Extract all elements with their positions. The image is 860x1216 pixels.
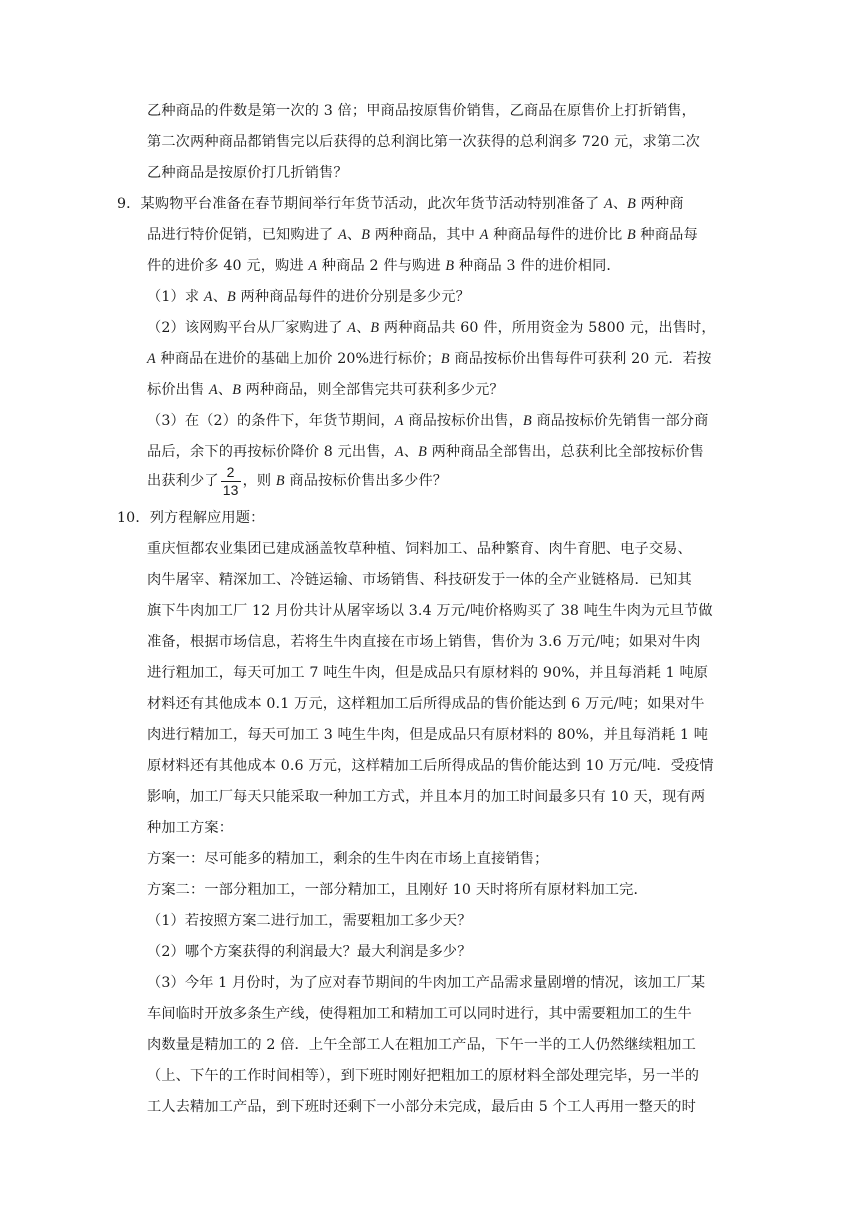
text-line: 进行粗加工，每天可加工 7 吨生牛肉，但是成品只有原材料的 90%，并且每消耗 1 吨原 xyxy=(147,665,709,681)
question-10-part-3-line: （上、下午的工作时间相等），到下班时刚好把粗加工的原材料全部处理完毕，另一半的 xyxy=(147,1068,700,1084)
question-10-part-3-line: 车间临时开放多条生产线，使得粗加工和精加工可以同时进行，其中需要粗加工的生牛 xyxy=(147,1006,692,1022)
text-line: 肉牛屠宰、精深加工、冷链运输、市场销售、科技研发于一体的全产业链格局．已知其 xyxy=(147,572,692,588)
text-line: 准备，根据市场信息，若将生牛肉直接在市场上销售，售价为 3.6 万元/吨；如果对牛肉 xyxy=(147,634,701,650)
question-number: 9． xyxy=(117,196,141,212)
plan-2: 方案二：一部分粗加工，一部分精加工，且刚好 10 天时将所有原材料加工完． xyxy=(147,882,648,898)
question-9-part-2-line-3: 标价出售 A、B 两种商品，则全部售完共可获利多少元？ xyxy=(147,382,504,398)
fraction-numerator: 2 xyxy=(221,464,241,482)
text-line: 重庆恒都农业集团已建成涵盖牧草种植、饲料加工、品种繁育、肉牛育肥、电子交易、 xyxy=(147,541,692,557)
text-line: 肉进行精加工，每天可加工 3 吨生牛肉，但是成品只有原材料的 80%，并且每消耗 1 吨 xyxy=(147,727,709,743)
plan-1: 方案一：尽可能多的精加工，剩余的生牛肉在市场上直接销售； xyxy=(147,851,549,867)
question-10-part-3-line: （3）今年 1 月份时，为了应对春节期间的牛肉加工产品需求量剧增的情况，该加工厂某 xyxy=(147,975,706,991)
text-line: 旗下牛肉加工厂 12 月份共计从屠宰场以 3.4 万元/吨价格购买了 38 吨生牛肉为元旦节做 xyxy=(147,603,713,619)
question-9-part-1: （1）求 A、B 两种商品每件的进价分别是多少元？ xyxy=(147,289,470,305)
fraction-denominator: 13 xyxy=(222,481,239,498)
question-9-part-2-line-2: A 种商品在进价的基础上加价 20%进行标价；B 商品按标价出售每件可获利 20 元．若按 xyxy=(147,351,712,367)
text-line: 乙种商品的件数是第一次的 3 倍；甲商品按原售价销售，乙商品在原售价上打折销售， xyxy=(147,103,696,119)
question-9-line-1: 9．某购物平台准备在春节期间举行年货节活动，此次年货节活动特别准备了 A、B 两种商 xyxy=(117,196,684,212)
text-line: 影响，加工厂每天只能采取一种加工方式，并且本月的加工时间最多只有 10 天，现有两 xyxy=(147,789,706,805)
question-9-part-3-line-3: 出获利少了 $\frac{2}{13}$ ，则 B 商品按标价售出多少件？ xyxy=(147,463,448,498)
text-line: 材料还有其他成本 0.1 万元，这样粗加工后所得成品的售价能达到 6 万元/吨；如果对牛 xyxy=(147,696,705,712)
question-10-part-2: （2）哪个方案获得的利润最大？最大利润是多少？ xyxy=(147,944,472,960)
question-9-part-2-line-1: （2）该网购平台从厂家购进了 A、B 两种商品共 60 件，所用资金为 5800 元，出售时， xyxy=(147,320,716,336)
question-10-part-3-line: 工人去精加工产品，到下班时还剩下一小部分未完成，最后由 5 个工人再用一整天的时 xyxy=(147,1099,696,1115)
text-line: 种加工方案： xyxy=(147,820,234,836)
question-9-part-3-line-1: （3）在（2）的条件下，年货节期间，A 商品按标价出售，B 商品按标价先销售一部分商 xyxy=(147,413,709,429)
question-10-part-1: （1）若按照方案二进行加工，需要粗加工多少天？ xyxy=(147,913,472,929)
text-line: 乙种商品是按原价打几折销售？ xyxy=(147,165,348,181)
question-10-title: 10．列方程解应用题： xyxy=(117,510,265,526)
question-10-part-3-line: 肉数量是精加工的 2 倍．上午全部工人在粗加工产品，下午一半的工人仍然继续粗加工 xyxy=(147,1037,696,1053)
question-9-line-3: 件的进价多 40 元，购进 A 种商品 2 件与购进 B 种商品 3 件的进价相同． xyxy=(147,258,621,274)
text-line: 原材料还有其他成本 0.6 万元，这样精加工后所得成品的售价能达到 10 万元/吨．受疫情 xyxy=(147,758,714,774)
fraction xyxy=(221,464,241,499)
question-9-line-2: 品进行特价促销，已知购进了 A、B 两种商品，其中 A 种商品每件的进价比 B 种商品每 xyxy=(147,227,698,243)
text-line: 第二次两种商品都销售完以后获得的总利润比第一次获得的总利润多 720 元，求第二次 xyxy=(147,134,701,150)
question-number: 10． xyxy=(117,510,150,526)
question-9-part-3-line-2: 品后，余下的再按标价降价 8 元出售，A、B 两种商品全部售出，总获利比全部按标价售 xyxy=(147,444,704,460)
